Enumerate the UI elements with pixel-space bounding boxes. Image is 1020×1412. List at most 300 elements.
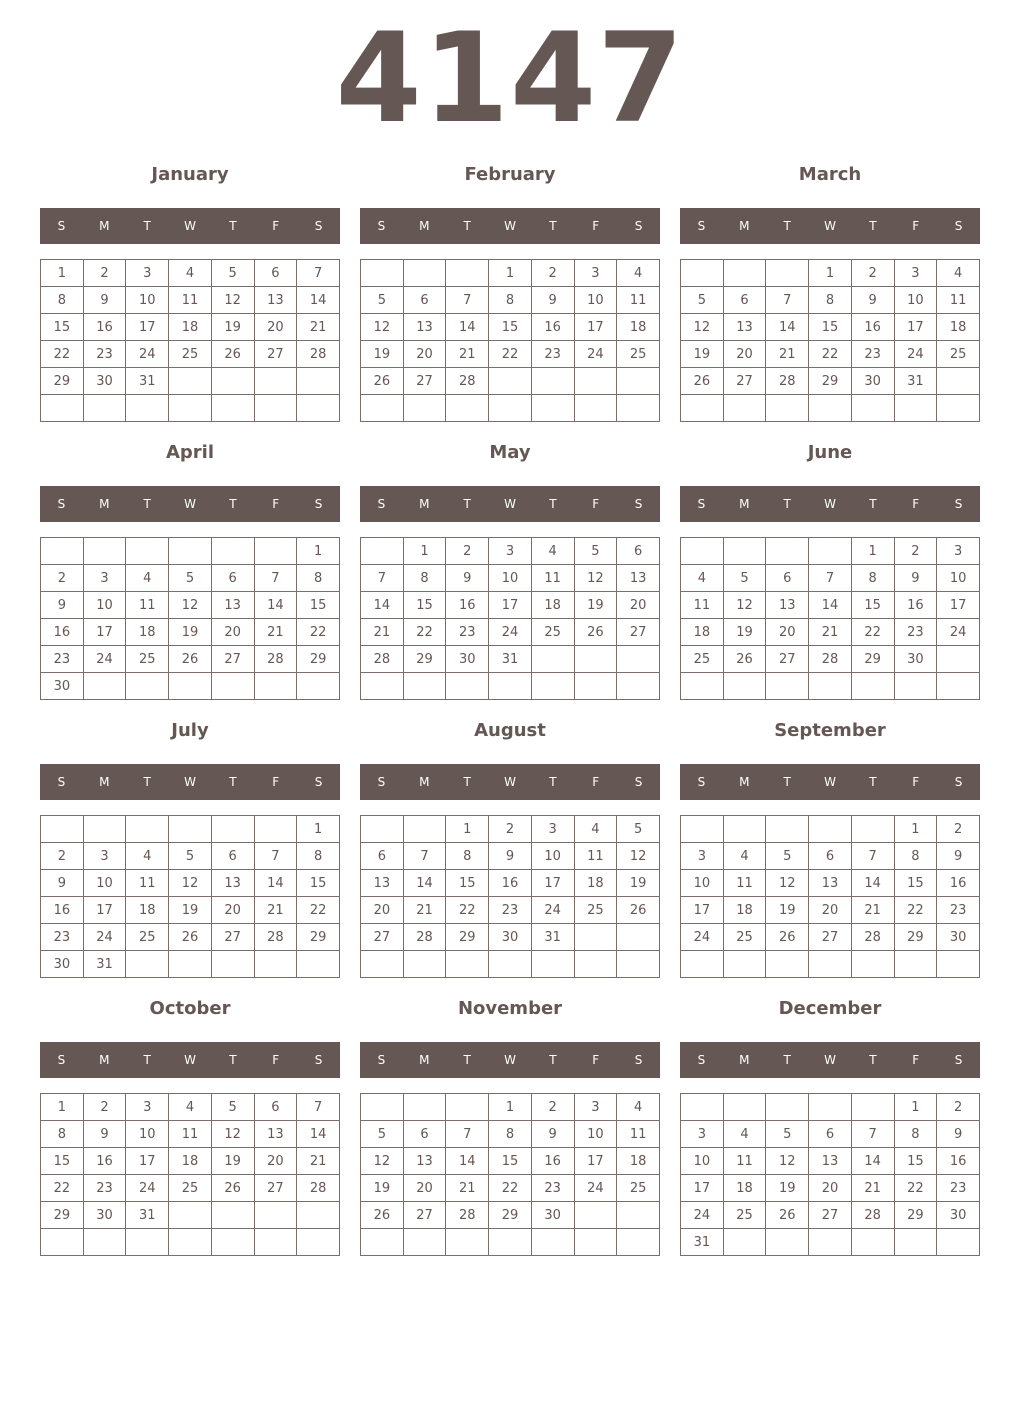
- weekday-label: T: [869, 497, 877, 511]
- day-cell: 19: [617, 870, 660, 897]
- day-cell: [403, 816, 446, 843]
- weekday-label: M: [99, 1053, 110, 1067]
- weekday-label: T: [143, 497, 151, 511]
- day-cell: 15: [446, 870, 489, 897]
- day-cell: 26: [574, 619, 617, 646]
- day-cell: [574, 1202, 617, 1229]
- day-cell: 2: [446, 538, 489, 565]
- day-cell: 13: [809, 870, 852, 897]
- day-cell: [254, 1202, 297, 1229]
- week-row: [361, 646, 660, 673]
- day-cell: 19: [169, 897, 212, 924]
- day-cell: [681, 673, 724, 700]
- week-row: [41, 843, 340, 870]
- week-row: [361, 592, 660, 619]
- weekday-label: T: [463, 1053, 471, 1067]
- weekday-label: T: [549, 219, 557, 233]
- day-cell: 20: [766, 619, 809, 646]
- day-cell: [766, 816, 809, 843]
- day-cell: [723, 673, 766, 700]
- day-cell: 16: [446, 592, 489, 619]
- week-row: [681, 368, 980, 395]
- month-title: January: [151, 164, 229, 185]
- day-cell: 10: [681, 870, 724, 897]
- day-cell: [446, 951, 489, 978]
- day-cell: 13: [809, 1148, 852, 1175]
- month-title: May: [489, 442, 531, 463]
- day-cell: 13: [211, 592, 254, 619]
- weekday-label: S: [57, 497, 66, 511]
- day-cell: [41, 1229, 84, 1256]
- weekday-label: S: [57, 219, 66, 233]
- day-cell: [297, 395, 340, 422]
- day-cell: 4: [531, 538, 574, 565]
- week-row: [41, 1094, 340, 1121]
- day-cell: [126, 1229, 169, 1256]
- day-cell: [254, 816, 297, 843]
- day-cell: 7: [403, 843, 446, 870]
- week-row: [41, 897, 340, 924]
- day-cell: 25: [723, 924, 766, 951]
- day-cell: 5: [574, 538, 617, 565]
- day-cell: [211, 368, 254, 395]
- day-cell: 16: [851, 314, 894, 341]
- day-cell: 17: [574, 1148, 617, 1175]
- day-cell: [211, 673, 254, 700]
- day-cell: 17: [531, 870, 574, 897]
- day-cell: 1: [446, 816, 489, 843]
- day-cell: [297, 1202, 340, 1229]
- day-cell: 13: [254, 287, 297, 314]
- weekday-label: S: [634, 219, 643, 233]
- week-row: [41, 646, 340, 673]
- day-cell: 20: [211, 897, 254, 924]
- weekday-label: F: [272, 1053, 280, 1067]
- day-grid: [680, 1093, 980, 1256]
- day-cell: [723, 951, 766, 978]
- day-cell: 28: [297, 341, 340, 368]
- weekday-label: M: [739, 1053, 750, 1067]
- day-cell: 31: [126, 1202, 169, 1229]
- day-cell: 11: [937, 287, 980, 314]
- day-cell: 26: [766, 924, 809, 951]
- day-cell: [254, 538, 297, 565]
- week-row: [681, 287, 980, 314]
- day-cell: [723, 395, 766, 422]
- day-cell: [446, 673, 489, 700]
- week-row: [361, 619, 660, 646]
- day-cell: [403, 1229, 446, 1256]
- day-cell: 13: [211, 870, 254, 897]
- weekday-label: S: [377, 775, 386, 789]
- day-cell: 10: [574, 1121, 617, 1148]
- day-cell: 17: [126, 314, 169, 341]
- day-cell: [297, 1229, 340, 1256]
- day-cell: [937, 951, 980, 978]
- day-cell: [297, 951, 340, 978]
- month-title: March: [798, 164, 862, 185]
- weekday-label: T: [549, 1053, 557, 1067]
- day-cell: 10: [894, 287, 937, 314]
- day-cell: 13: [403, 1148, 446, 1175]
- day-cell: 16: [83, 1148, 126, 1175]
- weekday-label: F: [272, 219, 280, 233]
- day-cell: [83, 538, 126, 565]
- day-cell: 5: [766, 843, 809, 870]
- day-cell: [531, 395, 574, 422]
- day-cell: 25: [681, 646, 724, 673]
- weekday-label: W: [504, 219, 516, 233]
- week-row: [41, 1229, 340, 1256]
- day-cell: 20: [723, 341, 766, 368]
- day-cell: 26: [681, 368, 724, 395]
- day-cell: [446, 260, 489, 287]
- day-cell: [169, 1229, 212, 1256]
- day-cell: 29: [297, 646, 340, 673]
- day-cell: [681, 260, 724, 287]
- day-cell: 19: [723, 619, 766, 646]
- weekday-label: W: [184, 497, 196, 511]
- day-cell: [489, 368, 532, 395]
- day-cell: [126, 395, 169, 422]
- weekday-label: F: [912, 497, 920, 511]
- day-cell: 3: [126, 260, 169, 287]
- day-cell: 17: [83, 897, 126, 924]
- weekday-label: S: [377, 497, 386, 511]
- week-row: [681, 592, 980, 619]
- day-cell: 28: [766, 368, 809, 395]
- day-cell: [723, 816, 766, 843]
- day-cell: 15: [41, 1148, 84, 1175]
- month-november: [360, 997, 660, 1275]
- week-row: [41, 870, 340, 897]
- day-cell: 24: [83, 646, 126, 673]
- day-cell: 12: [361, 1148, 404, 1175]
- week-row: [361, 287, 660, 314]
- day-cell: 12: [681, 314, 724, 341]
- day-cell: 25: [574, 897, 617, 924]
- day-cell: 23: [41, 646, 84, 673]
- weekday-label: W: [824, 775, 836, 789]
- day-cell: 12: [766, 1148, 809, 1175]
- day-cell: 24: [531, 897, 574, 924]
- day-cell: 10: [937, 565, 980, 592]
- day-cell: 22: [297, 897, 340, 924]
- month-may: [360, 441, 660, 719]
- week-row: [681, 260, 980, 287]
- weekday-label: T: [463, 775, 471, 789]
- day-cell: [766, 951, 809, 978]
- day-cell: [766, 260, 809, 287]
- day-cell: 19: [361, 1175, 404, 1202]
- week-row: [361, 368, 660, 395]
- day-cell: 3: [681, 843, 724, 870]
- week-row: [41, 592, 340, 619]
- day-grid: [40, 259, 340, 422]
- day-cell: [361, 395, 404, 422]
- day-cell: 22: [894, 1175, 937, 1202]
- weekday-label: M: [99, 497, 110, 511]
- day-cell: 24: [126, 341, 169, 368]
- day-cell: 23: [851, 341, 894, 368]
- week-row: [361, 1121, 660, 1148]
- day-cell: [361, 538, 404, 565]
- day-cell: 24: [126, 1175, 169, 1202]
- weekday-label: F: [592, 1053, 600, 1067]
- day-cell: 17: [681, 1175, 724, 1202]
- day-cell: 12: [766, 870, 809, 897]
- day-cell: 16: [937, 870, 980, 897]
- day-cell: 3: [489, 538, 532, 565]
- month-title: October: [149, 998, 231, 1019]
- day-cell: 14: [851, 870, 894, 897]
- day-cell: 29: [894, 1202, 937, 1229]
- day-cell: 13: [766, 592, 809, 619]
- day-cell: 23: [446, 619, 489, 646]
- day-cell: 11: [531, 565, 574, 592]
- day-cell: 28: [809, 646, 852, 673]
- day-cell: 8: [894, 1121, 937, 1148]
- day-cell: 5: [211, 260, 254, 287]
- day-cell: [723, 538, 766, 565]
- day-cell: 23: [489, 897, 532, 924]
- week-row: [41, 565, 340, 592]
- day-cell: 14: [851, 1148, 894, 1175]
- day-cell: 12: [617, 843, 660, 870]
- weekday-label: S: [377, 219, 386, 233]
- day-cell: 20: [403, 1175, 446, 1202]
- day-cell: 29: [41, 368, 84, 395]
- week-row: [681, 538, 980, 565]
- day-cell: 21: [254, 897, 297, 924]
- day-cell: [766, 1229, 809, 1256]
- day-cell: [766, 395, 809, 422]
- day-cell: 9: [41, 870, 84, 897]
- day-cell: 11: [126, 870, 169, 897]
- day-cell: 15: [297, 592, 340, 619]
- day-cell: 30: [531, 1202, 574, 1229]
- day-cell: 8: [446, 843, 489, 870]
- day-cell: 5: [169, 843, 212, 870]
- day-cell: 18: [723, 897, 766, 924]
- week-row: [41, 1121, 340, 1148]
- day-cell: 25: [169, 1175, 212, 1202]
- weekday-label: W: [184, 1053, 196, 1067]
- day-cell: [809, 816, 852, 843]
- day-cell: [403, 260, 446, 287]
- day-cell: 15: [403, 592, 446, 619]
- day-cell: 27: [403, 1202, 446, 1229]
- day-cell: [851, 816, 894, 843]
- day-cell: 11: [126, 592, 169, 619]
- day-cell: 16: [83, 314, 126, 341]
- day-cell: 31: [489, 646, 532, 673]
- day-cell: [809, 1094, 852, 1121]
- day-cell: 12: [574, 565, 617, 592]
- week-row: [681, 843, 980, 870]
- day-cell: 3: [937, 538, 980, 565]
- day-cell: 18: [126, 897, 169, 924]
- weekday-header: [360, 764, 660, 800]
- day-cell: 20: [254, 1148, 297, 1175]
- week-row: [41, 260, 340, 287]
- day-cell: 4: [617, 260, 660, 287]
- day-cell: 25: [937, 341, 980, 368]
- weekday-label: S: [954, 219, 963, 233]
- day-cell: 5: [766, 1121, 809, 1148]
- day-cell: [83, 395, 126, 422]
- month-title: November: [457, 998, 563, 1019]
- day-cell: [766, 1094, 809, 1121]
- day-cell: [169, 395, 212, 422]
- week-row: [41, 816, 340, 843]
- day-cell: 7: [809, 565, 852, 592]
- weekday-label: S: [634, 1053, 643, 1067]
- day-cell: 16: [41, 897, 84, 924]
- day-cell: 30: [851, 368, 894, 395]
- weekday-label: T: [869, 775, 877, 789]
- day-cell: 9: [83, 287, 126, 314]
- week-row: [361, 843, 660, 870]
- day-cell: 31: [531, 924, 574, 951]
- weekday-label: M: [419, 775, 430, 789]
- day-cell: 1: [809, 260, 852, 287]
- day-grid: [360, 537, 660, 700]
- weekday-label: F: [592, 497, 600, 511]
- weekday-label: F: [592, 219, 600, 233]
- day-cell: [894, 1229, 937, 1256]
- day-cell: 7: [851, 843, 894, 870]
- day-cell: 2: [531, 260, 574, 287]
- day-cell: [254, 951, 297, 978]
- day-cell: 22: [297, 619, 340, 646]
- day-cell: [574, 368, 617, 395]
- day-cell: 31: [894, 368, 937, 395]
- day-cell: 5: [361, 1121, 404, 1148]
- day-cell: 11: [169, 287, 212, 314]
- weekday-header: [360, 486, 660, 522]
- day-cell: 30: [83, 1202, 126, 1229]
- day-cell: 15: [41, 314, 84, 341]
- day-cell: 10: [83, 592, 126, 619]
- day-cell: 21: [851, 897, 894, 924]
- day-cell: 7: [297, 260, 340, 287]
- day-cell: [403, 951, 446, 978]
- day-cell: [809, 395, 852, 422]
- day-cell: 28: [446, 1202, 489, 1229]
- day-cell: [617, 646, 660, 673]
- day-cell: 4: [126, 843, 169, 870]
- day-cell: 17: [126, 1148, 169, 1175]
- day-cell: 6: [361, 843, 404, 870]
- week-row: [361, 816, 660, 843]
- day-cell: 21: [766, 341, 809, 368]
- day-cell: [617, 1202, 660, 1229]
- week-row: [41, 619, 340, 646]
- day-cell: [809, 673, 852, 700]
- week-row: [361, 870, 660, 897]
- day-cell: 12: [169, 592, 212, 619]
- month-title: February: [464, 164, 556, 185]
- weekday-label: S: [697, 497, 706, 511]
- day-cell: 4: [169, 260, 212, 287]
- day-cell: [894, 395, 937, 422]
- day-cell: 18: [681, 619, 724, 646]
- day-grid: [680, 259, 980, 422]
- day-cell: 24: [489, 619, 532, 646]
- day-cell: [126, 538, 169, 565]
- day-cell: 1: [894, 816, 937, 843]
- day-cell: 23: [894, 619, 937, 646]
- day-cell: [851, 395, 894, 422]
- month-september: [680, 719, 980, 997]
- day-cell: 24: [681, 1202, 724, 1229]
- day-cell: 27: [809, 1202, 852, 1229]
- day-cell: [169, 538, 212, 565]
- weekday-label: S: [314, 775, 323, 789]
- day-cell: 15: [297, 870, 340, 897]
- weekday-header: [40, 1042, 340, 1078]
- day-cell: 8: [489, 287, 532, 314]
- day-cell: [851, 673, 894, 700]
- day-grid: [360, 259, 660, 422]
- week-row: [361, 565, 660, 592]
- weekday-label: F: [592, 775, 600, 789]
- day-cell: [937, 673, 980, 700]
- day-cell: 26: [361, 368, 404, 395]
- weekday-label: S: [57, 775, 66, 789]
- day-cell: 27: [617, 619, 660, 646]
- day-cell: [937, 646, 980, 673]
- day-cell: 7: [851, 1121, 894, 1148]
- weekday-label: S: [697, 219, 706, 233]
- week-row: [681, 951, 980, 978]
- week-row: [361, 897, 660, 924]
- day-cell: 24: [937, 619, 980, 646]
- day-cell: 25: [531, 619, 574, 646]
- day-cell: 17: [894, 314, 937, 341]
- day-cell: 7: [766, 287, 809, 314]
- day-cell: 24: [574, 341, 617, 368]
- weekday-label: S: [697, 775, 706, 789]
- day-cell: 21: [851, 1175, 894, 1202]
- day-cell: 26: [169, 924, 212, 951]
- day-cell: 28: [297, 1175, 340, 1202]
- day-cell: 10: [681, 1148, 724, 1175]
- week-row: [681, 1148, 980, 1175]
- day-cell: 17: [574, 314, 617, 341]
- day-cell: 21: [446, 341, 489, 368]
- week-row: [681, 897, 980, 924]
- weekday-label: T: [783, 1053, 791, 1067]
- week-row: [361, 924, 660, 951]
- day-cell: 17: [489, 592, 532, 619]
- day-cell: [617, 395, 660, 422]
- day-cell: 21: [809, 619, 852, 646]
- day-cell: 4: [937, 260, 980, 287]
- week-row: [41, 1202, 340, 1229]
- day-cell: [617, 1229, 660, 1256]
- day-cell: 6: [403, 287, 446, 314]
- day-cell: [403, 1094, 446, 1121]
- day-cell: 28: [446, 368, 489, 395]
- day-cell: 14: [446, 314, 489, 341]
- day-cell: 11: [617, 287, 660, 314]
- day-cell: 2: [83, 1094, 126, 1121]
- day-cell: [126, 673, 169, 700]
- day-cell: [41, 816, 84, 843]
- day-cell: 2: [531, 1094, 574, 1121]
